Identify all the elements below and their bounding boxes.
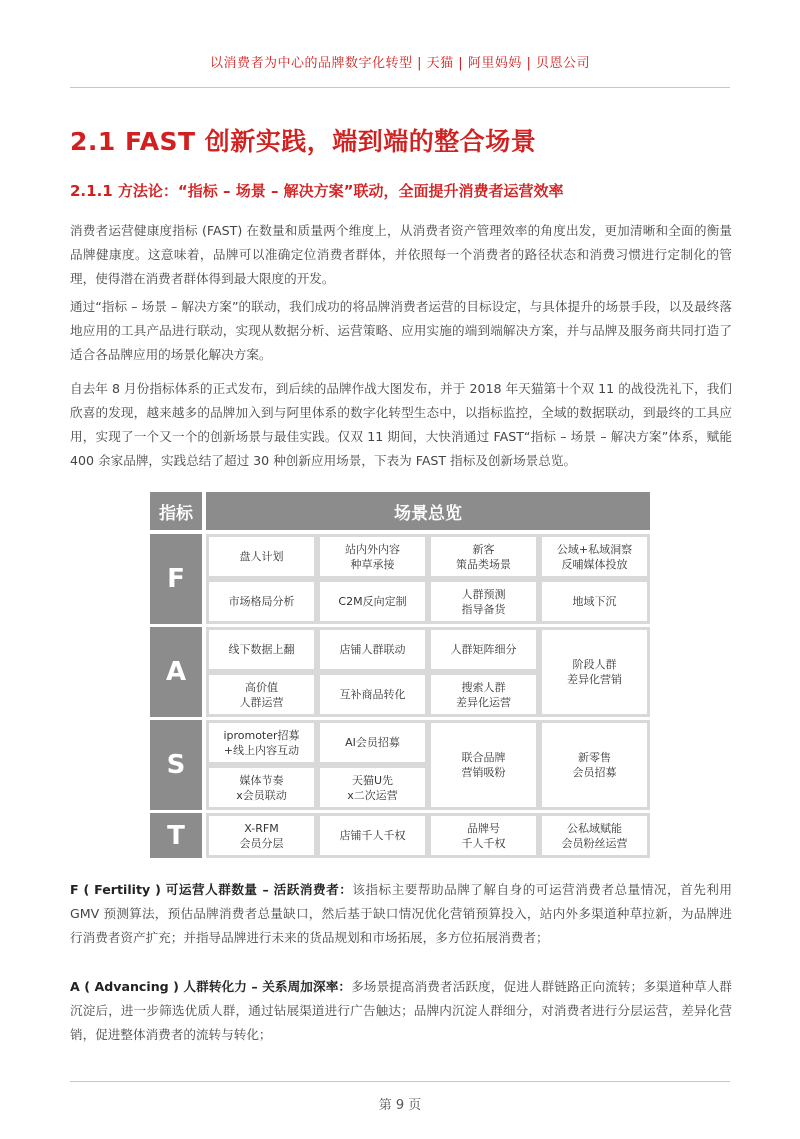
scene-cell: 互补商品转化 — [320, 675, 425, 714]
scene-cell: 搜索人群 差异化运营 — [431, 675, 536, 714]
header-rule — [70, 87, 730, 88]
row-letter-t: T — [150, 813, 202, 858]
scene-cell: 联合品牌 营销吸粉 — [431, 723, 536, 807]
scene-cell: 高价值 人群运营 — [209, 675, 314, 714]
row-letter-a: A — [150, 627, 202, 717]
definition-f-text: 该指标主要帮助品牌了解自身的可运营消费者总量情况，首先利用 GMV 预测算法，预估品牌消费者总量缺口，然后基于缺口情况优化营销预算投入，站内外多渠道种草拉新，为品牌进行消费者资产扩充；并指导品牌进行未来的货品规划和市场拓展，多方位拓展消费者； — [70, 882, 733, 945]
scene-cell: 阶段人群 差异化营销 — [542, 630, 647, 714]
scene-cell: 线下数据上翻 — [209, 630, 314, 669]
scene-cell: 公域+私域洞察 反哺媒体投放 — [542, 537, 647, 576]
row-band-t — [206, 813, 650, 858]
scene-cell: 盘人计划 — [209, 537, 314, 576]
subsection-title: 2.1.1 方法论：“指标 – 场景 – 解决方案”联动，全面提升消费者运营效率 — [70, 182, 564, 200]
paragraph-1: 消费者运营健康度指标 (FAST) 在数量和质量两个维度上，从消费者资产管理效率的角度出发，更加清晰和全面的衡量品牌健康度。这意味着，品牌可以准确定位消费者群体，并依照每一个消费者的路径状态和消费习惯进行定制化的管理，使得潜在消费者群体得到最大限度的开发。 — [70, 223, 732, 286]
scene-cell: 媒体节奏 x会员联动 — [209, 768, 314, 807]
scene-cell: 地域下沉 — [542, 582, 647, 621]
scene-cell: 人群预测 指导备货 — [431, 582, 536, 621]
section-title: 2.1 FAST 创新实践，端到端的整合场景 — [70, 127, 537, 156]
definition-f-lead: F ( Fertility ) 可运营人群数量 – 活跃消费者： — [70, 882, 353, 897]
definition-f — [70, 878, 732, 950]
row-band-a — [206, 627, 650, 717]
row-letter-s: S — [150, 720, 202, 810]
scene-cell: 人群矩阵细分 — [431, 630, 536, 669]
definition-a-text: 多场景提高消费者活跃度，促进人群链路正向流转；多渠道种草人群沉淀后，进一步筛选优质人群，通过钻展渠道进行广告触达；品牌内沉淀人群细分，对消费者进行分层运营，差异化营销，促进整体消费者的流转与转化； — [70, 979, 733, 1042]
definition-a — [70, 975, 732, 1047]
definition-a-lead: A ( Advancing ) 人群转化力 – 关系周加深率： — [70, 979, 352, 994]
row-band-s — [206, 720, 650, 810]
footer-rule — [70, 1081, 730, 1082]
scene-cell: 品牌号 千人千权 — [431, 816, 536, 855]
scene-cell: AI会员招募 — [320, 723, 425, 762]
fast-scene-table — [150, 492, 650, 858]
scene-cell: 站内外内容 种草承接 — [320, 537, 425, 576]
scene-cell: C2M反向定制 — [320, 582, 425, 621]
scene-cell: 公私域赋能 会员粉丝运营 — [542, 816, 647, 855]
row-letter-f: F — [150, 534, 202, 624]
paragraph-3: 自去年 8 月份指标体系的正式发布，到后续的品牌作战大图发布，并于 2018 年天猫第十个双 11 的战役洗礼下，我们欣喜的发现，越来越多的品牌加入到与阿里体系的数字化转型生态中，以指标监控，全域的数据联动，到最终的工具应用，实现了一个又一个的创新场景与最佳实践。仅双 11 期间，大快消通过 FAST“指标 – 场景 – 解决方案”体系，赋能 400 余家品牌，实践总结了超过 30 种创新应用场景，下表为 FAST 指标及创新场景总览。 — [70, 381, 732, 468]
row-band-f — [206, 534, 650, 624]
scene-cell: 店铺人群联动 — [320, 630, 425, 669]
scene-cell: 新客 策品类场景 — [431, 537, 536, 576]
scene-cell: ipromoter招募 +线上内容互动 — [209, 723, 314, 762]
running-header: 以消费者为中心的品牌数字化转型 | 天猫 | 阿里妈妈 | 贝恩公司 — [210, 56, 590, 71]
page-number: 第 9 页 — [378, 1098, 422, 1113]
scene-cell: X-RFM 会员分层 — [209, 816, 314, 855]
paragraph-2: 通过“指标 – 场景 – 解决方案”的联动，我们成功的将品牌消费者运营的目标设定，与具体提升的场景手段，以及最终落地应用的工具产品进行联动，实现从数据分析、运营策略、应用实施的端到端解决方案，并与品牌及服务商共同打造了适合各品牌应用的场景化解决方案。 — [70, 299, 732, 362]
table-header-index: 指标 — [150, 492, 202, 530]
scene-cell: 天猫U先 x二次运营 — [320, 768, 425, 807]
scene-cell: 新零售 会员招募 — [542, 723, 647, 807]
scene-cell: 市场格局分析 — [209, 582, 314, 621]
table-header-scenes: 场景总览 — [206, 492, 650, 530]
scene-cell: 店铺千人千权 — [320, 816, 425, 855]
